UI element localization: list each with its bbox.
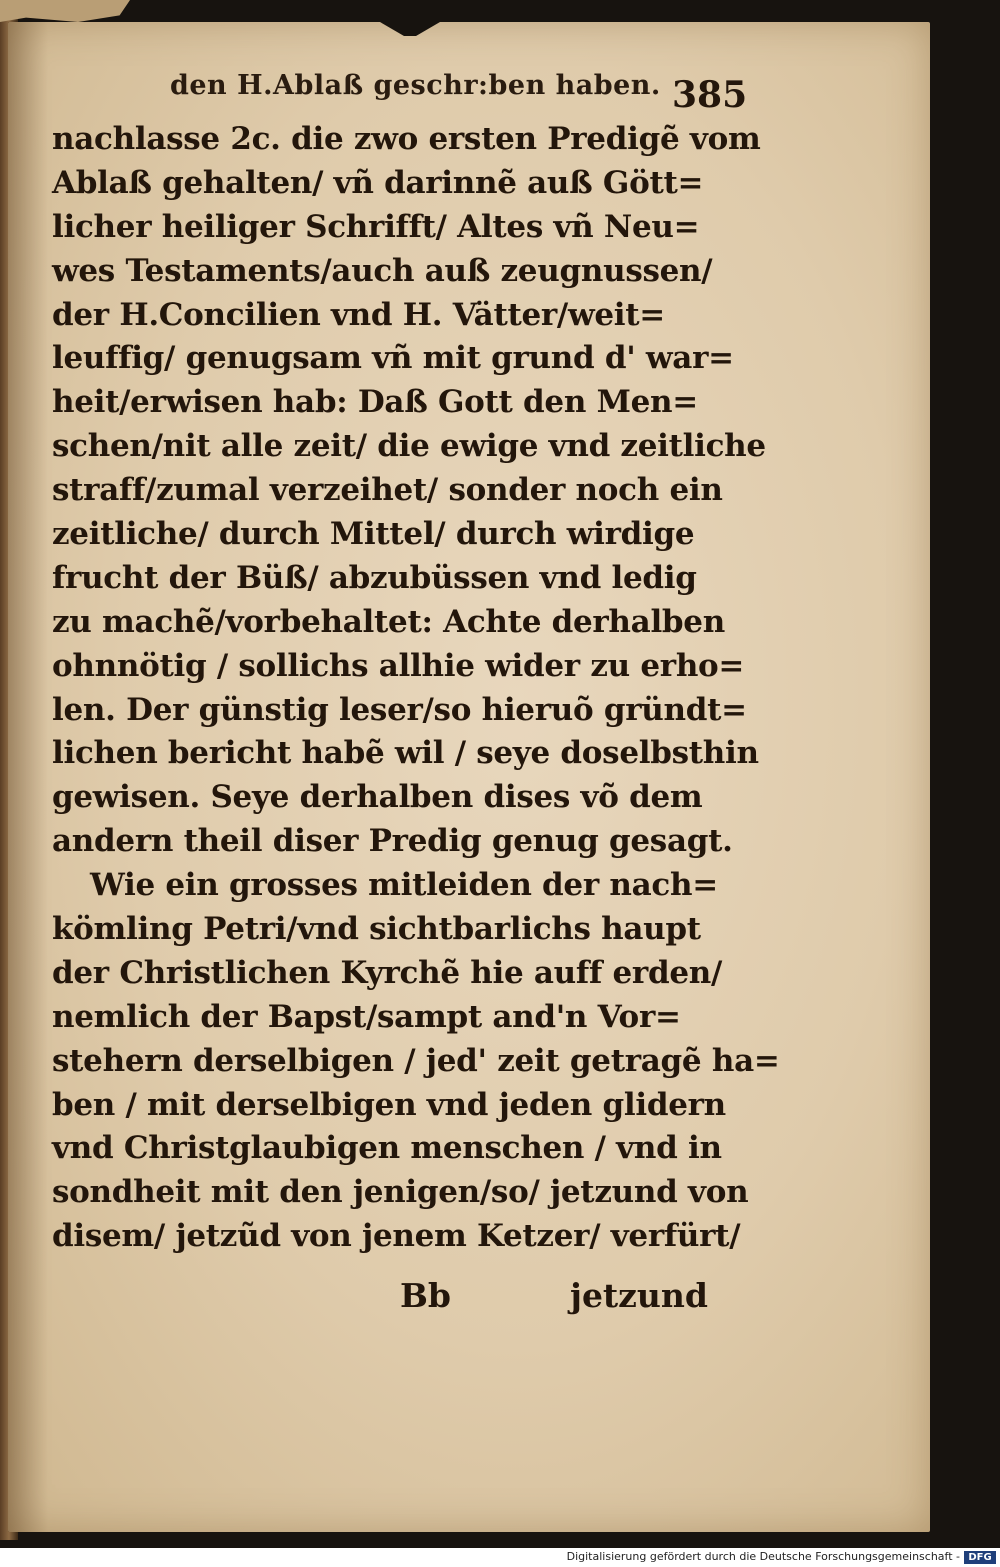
text-line: kömling Petri/vnd sichtbarlichs haupt — [52, 911, 701, 948]
running-title: den H.Ablaß geschr:ben haben. — [170, 70, 661, 101]
text-line: der Christlichen Kyrchẽ hie auff erden/ — [52, 954, 722, 991]
text-line: disem/ jetzũd von jenem Ketzer/ verfürt/ — [52, 1218, 741, 1255]
text-line: schen/nit alle zeit/ die ewige vnd zeitliche — [52, 428, 766, 465]
text-line: licher heiliger Schrifft/ Altes vñ Neu= — [52, 208, 700, 245]
text-line: zeitliche/ durch Mittel/ durch wirdige — [52, 516, 695, 553]
catchword: jetzund — [570, 1276, 708, 1315]
text-line: vnd Christglaubigen menschen / vnd in — [52, 1130, 722, 1167]
text-line: leuffig/ genugsam vñ mit grund d' war= — [52, 340, 734, 377]
funding-credit: Digitalisierung gefördert durch die Deutsche Forschungsgemeinschaft - — [566, 1550, 960, 1563]
paragraph-start-line: Wie ein grosses mitleiden der nach= — [90, 867, 718, 904]
page-number: 385 — [672, 74, 748, 116]
footer-bar — [0, 1548, 1000, 1567]
text-line: ohnnötig / sollichs allhie wider zu erho= — [52, 647, 745, 684]
dfg-logo: DFG — [964, 1551, 996, 1564]
body-text — [52, 118, 780, 1259]
text-line: stehern derselbigen / jed' zeit getragẽ ha= — [52, 1042, 780, 1079]
text-line: heit/erwisen hab: Daß Gott den Men= — [52, 384, 698, 421]
text-line: wes Testaments/auch auß zeugnussen/ — [52, 252, 713, 289]
text-line: ben / mit derselbigen vnd jeden glidern — [52, 1086, 726, 1123]
signature-mark: Bb — [400, 1276, 451, 1315]
text-line: gewisen. Seye derhalben dises võ dem — [52, 779, 703, 816]
text-line: straff/zumal verzeihet/ sonder noch ein — [52, 472, 723, 509]
text-line: Ablaß gehalten/ vñ darinnẽ auß Gött= — [52, 164, 704, 201]
text-line: lichen bericht habẽ wil / seye doselbsthin — [52, 735, 759, 772]
text-line: nemlich der Bapst/sampt and'n Vor= — [52, 998, 681, 1035]
text-line: nachlasse 2c. die zwo ersten Predigẽ vom — [52, 121, 761, 157]
text-line: len. Der günstig leser/so hieruõ gründt= — [52, 691, 747, 728]
text-line: zu machẽ/vorbehaltet: Achte derhalben — [52, 603, 725, 640]
torn-paper-strip — [0, 0, 130, 22]
text-line: der H.Concilien vnd H. Vätter/weit= — [52, 296, 665, 333]
text-line: frucht der Büß/ abzubüssen vnd ledig — [52, 559, 697, 596]
text-line: andern theil diser Predig genug gesagt. — [52, 823, 733, 860]
text-line: sondheit mit den jenigen/so/ jetzund von — [52, 1174, 749, 1211]
